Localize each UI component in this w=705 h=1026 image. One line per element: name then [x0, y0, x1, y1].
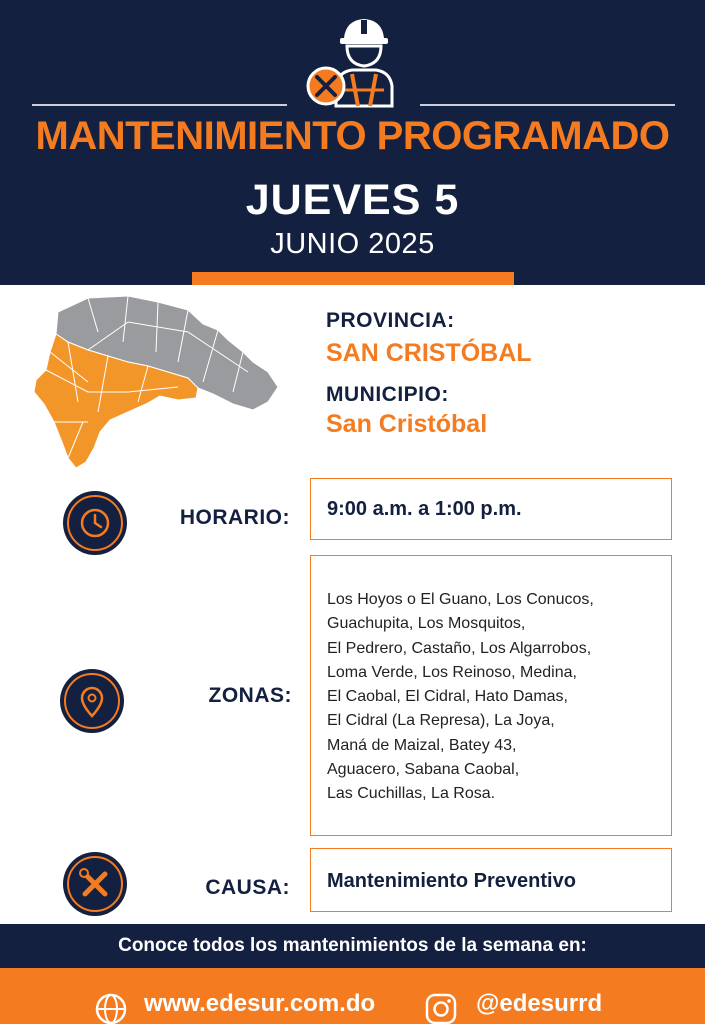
dominican-republic-map — [28, 292, 288, 472]
municipality-label: MUNICIPIO: — [326, 383, 449, 406]
zone-line: El Caobal, El Cidral, Hato Damas, — [327, 688, 568, 706]
tools-icon — [63, 852, 127, 916]
cause-label: CAUSA: — [205, 876, 290, 899]
worker-icon — [300, 14, 410, 110]
globe-icon — [94, 992, 128, 1026]
website-link[interactable]: www.edesur.com.do — [144, 990, 376, 1017]
cause-box — [310, 848, 672, 912]
zone-line: Los Hoyos o El Guano, Los Conucos, — [327, 591, 594, 608]
location-pin-icon — [60, 669, 124, 733]
municipality-value: San Cristóbal — [326, 410, 488, 438]
page-title: MANTENIMIENTO PROGRAMADO — [35, 114, 670, 158]
zone-line: Las Cuchillas, La Rosa. — [327, 785, 496, 803]
schedule-label: HORARIO: — [179, 506, 290, 529]
footer-notice: Conoce todos los mantenimientos de la semana en: — [0, 924, 705, 968]
instagram-link[interactable]: @edesurrd — [476, 990, 603, 1017]
zone-line: Loma Verde, Los Reinoso, Medina, — [327, 663, 577, 681]
schedule-value: 9:00 a.m. a 1:00 p.m. — [327, 498, 522, 520]
header-top-accent — [255, 0, 435, 6]
zones-label: ZONAS: — [208, 684, 292, 707]
zones-list — [327, 588, 594, 807]
zone-line: Maná de Maizal, Batey 43, — [327, 736, 517, 754]
header-divider-left — [32, 104, 287, 106]
province-label: PROVINCIA: — [326, 309, 455, 332]
instagram-icon — [424, 992, 458, 1026]
header-banner — [0, 0, 705, 285]
zone-line: El Cidral (La Represa), La Joya, — [327, 712, 555, 730]
header-bottom-accent — [192, 272, 514, 285]
event-day: JUEVES 5 — [245, 176, 460, 224]
header-divider-right — [420, 104, 675, 106]
cause-value: Mantenimiento Preventivo — [327, 870, 576, 892]
schedule-box — [310, 478, 672, 540]
zone-line: Guachupita, Los Mosquitos, — [327, 615, 526, 633]
zone-line: Aguacero, Sabana Caobal, — [327, 761, 520, 779]
event-month-year: JUNIO 2025 — [270, 228, 435, 260]
province-value: SAN CRISTÓBAL — [326, 339, 532, 367]
zone-line: El Pedrero, Castaño, Los Algarrobos, — [327, 639, 592, 657]
zones-box — [310, 555, 672, 836]
clock-icon — [63, 491, 127, 555]
